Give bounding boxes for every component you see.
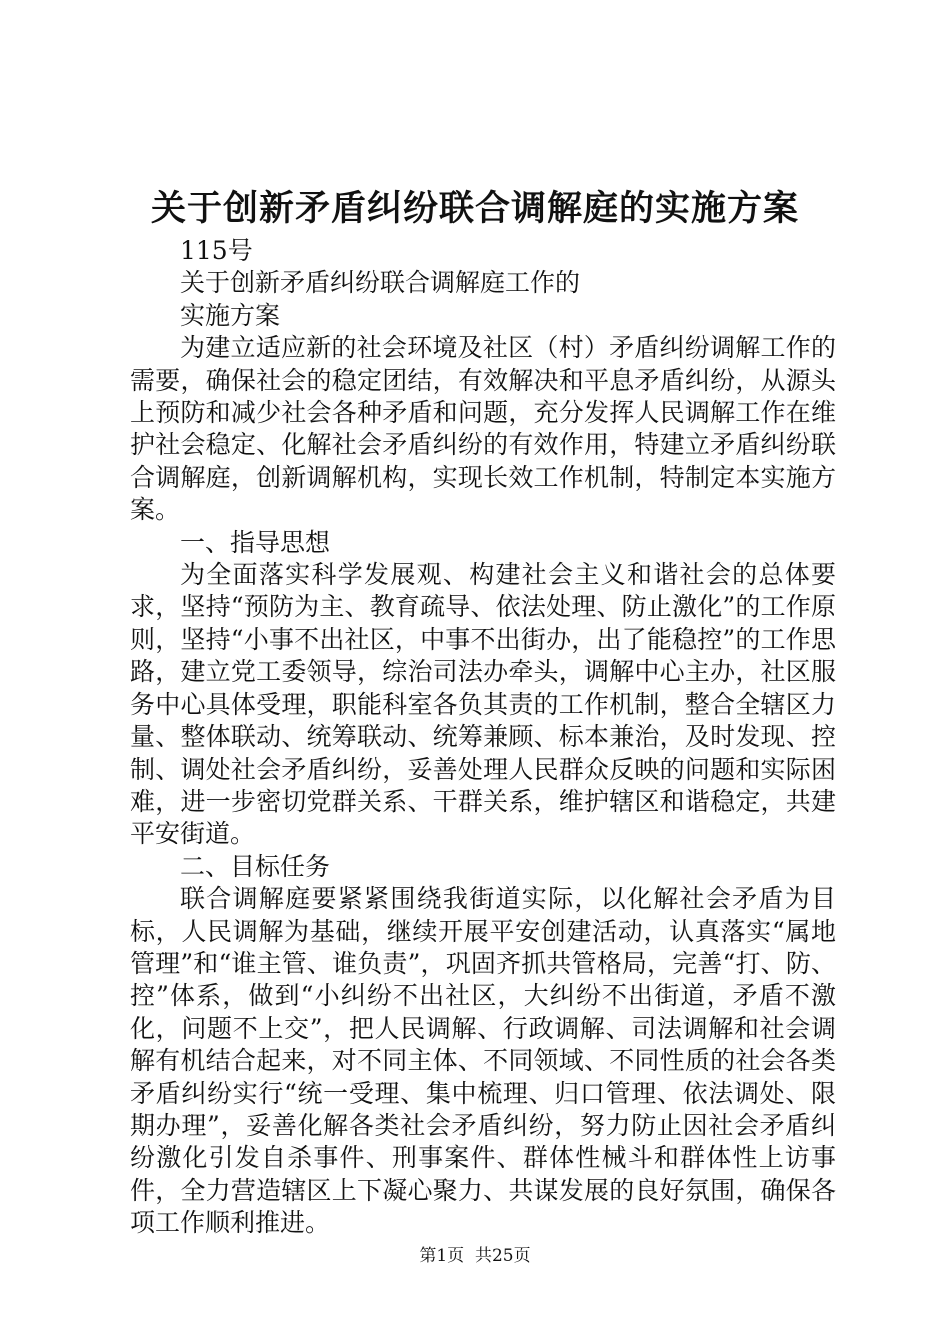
page-footer: 第1页 共25页 [419, 1246, 531, 1266]
section1-heading: 一、指导思想 [180, 527, 331, 557]
document-body [130, 235, 836, 1240]
document-subtitle-line1: 关于创新矛盾纠纷联合调解庭工作的 [180, 268, 581, 298]
section2-heading: 二、目标任务 [180, 851, 331, 881]
document-title: 关于创新矛盾纠纷联合调解庭的实施方案 [150, 188, 799, 229]
section1-paragraph: 为全面落实科学发展观、构建社会主义和谐社会的总体要求，坚持“预防为主、教育疏导、依法处理、防止激化”的工作原则，坚持“小事不出社区，中事不出街办，出了能稳控”的工作思路，建立党工委领导，综治司法办牵头，调解中心主办，社区服务中心具体受理，职能科室各负其责的工作机制，整合全辖区力量、整体联动、统筹联动、统筹兼顾、标本兼治，及时发现、控制、调处社会矛盾纠纷，妥善处理人民群众反映的问题和实际困难，进一步密切党群关系、干群关系，维护辖区和谐稳定，共建平安街道。 [130, 560, 836, 849]
document-subtitle-line2: 实施方案 [180, 300, 281, 330]
intro-paragraph: 为建立适应新的社会环境及社区（村）矛盾纠纷调解工作的需要，确保社会的稳定团结，有效解决和平息矛盾纠纷，从源头上预防和减少社会各种矛盾和问题，充分发挥人民调解工作在维护社会稳定、化解社会矛盾纠纷的有效作用，特建立矛盾纠纷联合调解庭，创新调解机构，实现长效工作机制，特制定本实施方案。 [130, 333, 836, 525]
section2-paragraph: 联合调解庭要紧紧围绕我街道实际，以化解社会矛盾为目标，人民调解为基础，继续开展平安创建活动，认真落实“属地管理”和“谁主管、谁负责”，巩固齐抓共管格局，完善“打、防、控”体系，做到“小纠纷不出社区，大纠纷不出街道，矛盾不激化，问题不上交”，把人民调解、行政调解、司法调解和社会调解有机结合起来，对不同主体、不同领域、不同性质的社会各类矛盾纠纷实行“统一受理、集中梳理、归口管理、依法调处、限期办理”，妥善化解各类社会矛盾纠纷，努力防止因社会矛盾纠纷激化引发自杀事件、刑事案件、群体性械斗和群体性上访事件，全力营造辖区上下凝心聚力、共谋发展的良好氛围，确保各项工作顺利推进。 [130, 884, 836, 1238]
document-number: 115号 [180, 236, 253, 265]
